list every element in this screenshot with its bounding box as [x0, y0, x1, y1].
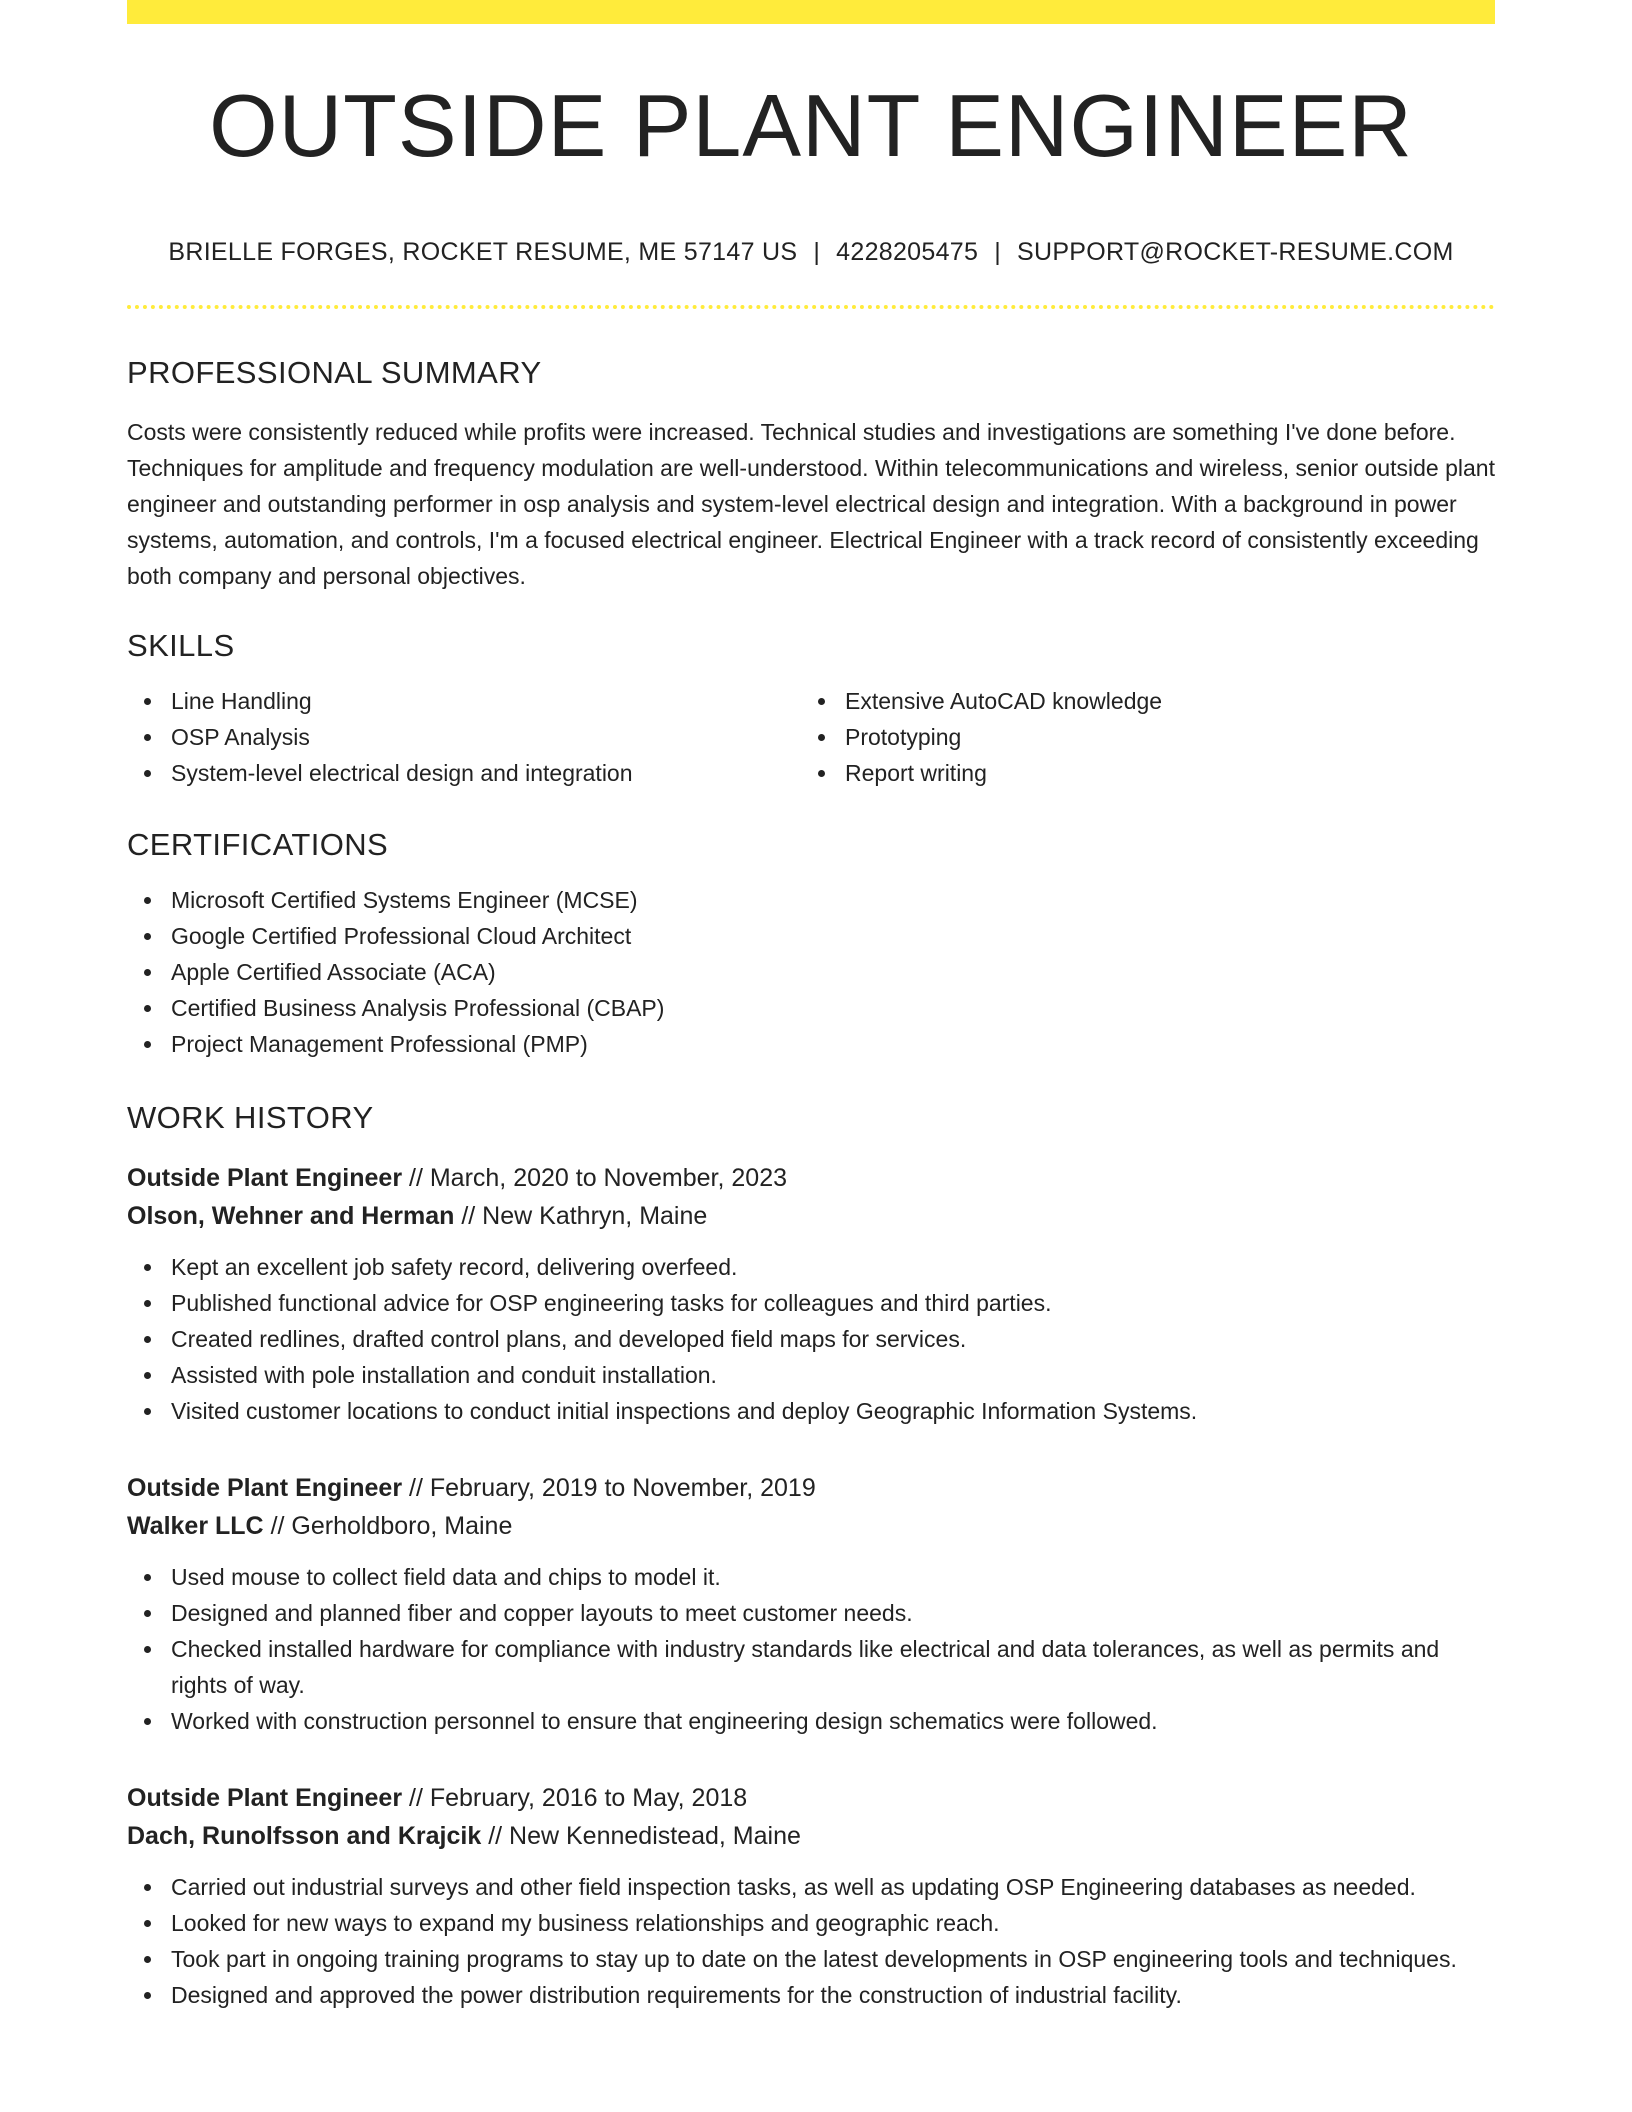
- skill-item: Prototyping: [845, 719, 1475, 755]
- job-bullet-list: [127, 1869, 1495, 2013]
- skills-list-left: [127, 683, 801, 791]
- certification-item: Google Certified Professional Cloud Architect: [171, 918, 1495, 954]
- job-title-line: [127, 1469, 1495, 1507]
- top-accent-bar: [127, 0, 1495, 24]
- job-title: Outside Plant Engineer: [127, 1164, 403, 1192]
- summary-heading: PROFESSIONAL SUMMARY: [127, 355, 542, 390]
- job-title-line: [127, 1779, 1495, 1817]
- job-bullet: Carried out industrial surveys and other field inspection tasks, as well as updating OSP Engineering databases as needed.: [171, 1869, 1495, 1905]
- job-entry: [127, 1159, 1495, 1429]
- job-company: Olson, Wehner and Herman: [127, 1202, 455, 1230]
- job-bullet: Used mouse to collect field data and chips to model it.: [171, 1559, 1495, 1595]
- job-bullet: Checked installed hardware for compliance with industry standards like electrical and data tolerances, as well as permits and rights of way.: [171, 1631, 1495, 1703]
- job-bullet: Assisted with pole installation and conduit installation.: [171, 1357, 1495, 1393]
- resume-title: OUTSIDE PLANT ENGINEER: [209, 76, 1413, 175]
- job-title: Outside Plant Engineer: [127, 1784, 403, 1812]
- dotted-divider: [127, 305, 1495, 309]
- certifications-heading: CERTIFICATIONS: [127, 827, 389, 862]
- job-entry: [127, 1779, 1495, 2013]
- job-bullet: Designed and approved the power distribution requirements for the construction of industrial facility.: [171, 1977, 1495, 2013]
- summary-text: Costs were consistently reduced while profits were increased. Technical studies and investigations are something I've done before. Techniques for amplitude and frequency modulation are well-understood. Within telecommunications and wireless, senior outside plant engineer and outstanding performer in osp analysis and system-level electrical design and integration. With a background in power systems, automation, and controls, I'm a focused electrical engineer. Electrical Engineer with a track record of consistently exceeding both company and personal objectives.: [127, 419, 1495, 589]
- certification-item: Microsoft Certified Systems Engineer (MCSE): [171, 882, 1495, 918]
- certification-item: Apple Certified Associate (ACA): [171, 954, 1495, 990]
- job-location: // New Kathryn, Maine: [461, 1202, 708, 1230]
- job-bullet: Created redlines, drafted control plans, and developed field maps for services.: [171, 1321, 1495, 1357]
- job-company-line: [127, 1507, 1495, 1545]
- job-dates: // February, 2019 to November, 2019: [409, 1474, 816, 1502]
- job-bullet-list: [127, 1249, 1495, 1429]
- job-bullet: Looked for new ways to expand my business relationships and geographic reach.: [171, 1905, 1495, 1941]
- job-location: // Gerholdboro, Maine: [270, 1512, 513, 1540]
- job-company-line: [127, 1817, 1495, 1855]
- job-title: Outside Plant Engineer: [127, 1474, 403, 1502]
- work-history-heading: WORK HISTORY: [127, 1100, 374, 1135]
- skills-column-left: [127, 683, 801, 791]
- certification-item: Certified Business Analysis Professional (CBAP): [171, 990, 1495, 1026]
- job-bullet-list: [127, 1559, 1495, 1739]
- job-company: Dach, Runolfsson and Krajcik: [127, 1822, 482, 1850]
- job-title-line: [127, 1159, 1495, 1197]
- skill-item: Report writing: [845, 755, 1475, 791]
- skill-item: Extensive AutoCAD knowledge: [845, 683, 1475, 719]
- job-bullet: Worked with construction personnel to ensure that engineering design schematics were followed.: [171, 1703, 1495, 1739]
- skills-heading: SKILLS: [127, 628, 235, 663]
- contact-separator: |: [994, 238, 1001, 266]
- certifications-list: [127, 882, 1495, 1062]
- job-dates: // March, 2020 to November, 2023: [409, 1164, 788, 1192]
- job-bullet: Took part in ongoing training programs to stay up to date on the latest developments in OSP engineering tools and techniques.: [171, 1941, 1495, 1977]
- skills-column-right: [801, 683, 1475, 791]
- job-company: Walker LLC: [127, 1512, 264, 1540]
- job-bullet: Designed and planned fiber and copper layouts to meet customer needs.: [171, 1595, 1495, 1631]
- contact-line: [127, 240, 1495, 265]
- job-company-line: [127, 1197, 1495, 1235]
- contact-email: SUPPORT@ROCKET-RESUME.COM: [1017, 238, 1454, 266]
- job-location: // New Kennedistead, Maine: [488, 1822, 801, 1850]
- job-bullet: Visited customer locations to conduct initial inspections and deploy Geographic Information Systems.: [171, 1393, 1495, 1429]
- skill-item: System-level electrical design and integration: [171, 755, 801, 791]
- contact-phone: 4228205475: [836, 238, 979, 266]
- skill-item: Line Handling: [171, 683, 801, 719]
- skills-list-right: [801, 683, 1475, 791]
- contact-address: BRIELLE FORGES, ROCKET RESUME, ME 57147 US: [168, 238, 798, 266]
- job-bullet: Kept an excellent job safety record, delivering overfeed.: [171, 1249, 1495, 1285]
- job-bullet: Published functional advice for OSP engineering tasks for colleagues and third parties.: [171, 1285, 1495, 1321]
- certification-item: Project Management Professional (PMP): [171, 1026, 1495, 1062]
- skill-item: OSP Analysis: [171, 719, 801, 755]
- job-entry: [127, 1469, 1495, 1739]
- job-dates: // February, 2016 to May, 2018: [409, 1784, 748, 1812]
- contact-separator: |: [813, 238, 821, 266]
- resume-page: [127, 0, 1495, 2013]
- skills-grid: [127, 683, 1495, 791]
